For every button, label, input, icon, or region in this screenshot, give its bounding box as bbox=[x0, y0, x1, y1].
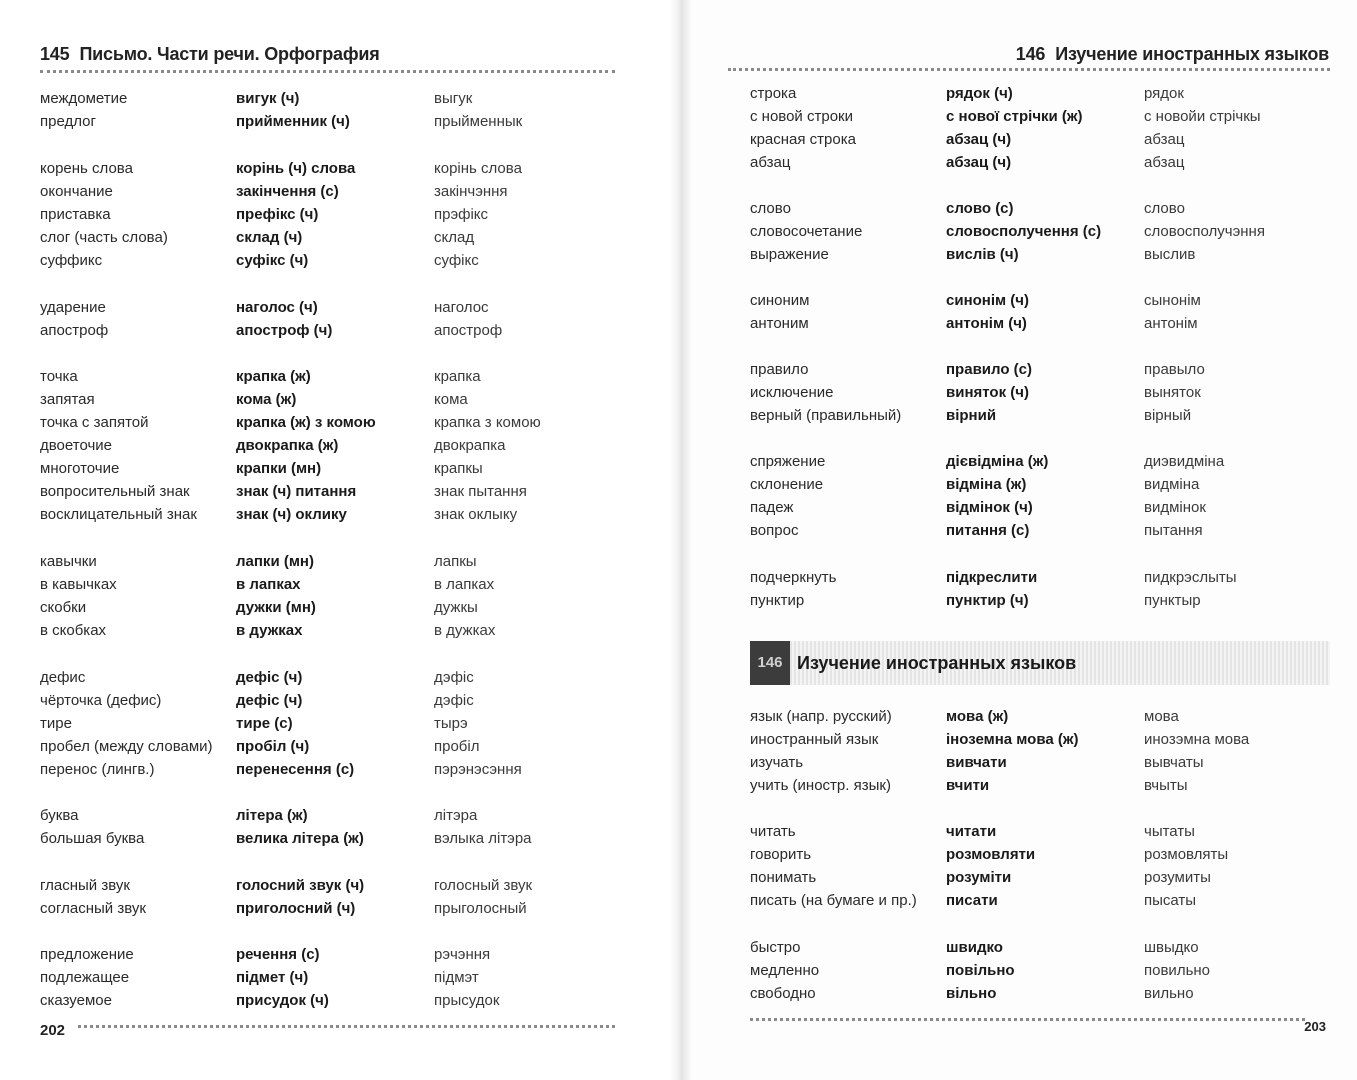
russian-term: в скобках bbox=[40, 622, 107, 639]
russian-term: склонение bbox=[750, 476, 824, 493]
ukrainian-term: відмінок (ч) bbox=[946, 499, 1033, 516]
russian-term: приставка bbox=[40, 206, 111, 223]
page-number: 203 bbox=[1304, 1019, 1326, 1034]
russian-term: читать bbox=[750, 823, 796, 840]
entry-row bbox=[750, 843, 1330, 866]
transliteration: пунктыр bbox=[1144, 592, 1201, 609]
entry-row bbox=[750, 82, 1330, 105]
entry-row bbox=[40, 827, 620, 850]
ukrainian-term: закінчення (с) bbox=[236, 183, 339, 200]
entry-row bbox=[40, 712, 620, 735]
ukrainian-term: голосний звук (ч) bbox=[236, 877, 365, 894]
russian-term: иностранный язык bbox=[750, 731, 879, 748]
ukrainian-term: підкреслити bbox=[946, 569, 1038, 586]
entry-row bbox=[750, 866, 1330, 889]
entry-row bbox=[40, 249, 620, 272]
ukrainian-term: дефіс (ч) bbox=[236, 692, 303, 709]
entry-row bbox=[40, 666, 620, 689]
transliteration: прысудок bbox=[434, 992, 500, 1009]
entry-row bbox=[750, 105, 1330, 128]
ukrainian-term: синонім (ч) bbox=[946, 292, 1029, 309]
word-group bbox=[40, 874, 620, 920]
ukrainian-term: вчити bbox=[946, 777, 990, 794]
ukrainian-term: вільно bbox=[946, 985, 997, 1002]
transliteration: антонім bbox=[1144, 315, 1198, 332]
transliteration: підмэт bbox=[434, 969, 479, 986]
word-group bbox=[750, 705, 1330, 797]
transliteration: инозэмна мова bbox=[1144, 731, 1250, 748]
russian-term: буква bbox=[40, 807, 79, 824]
word-group bbox=[750, 289, 1330, 335]
entry-row bbox=[40, 457, 620, 480]
entry-row bbox=[40, 296, 620, 319]
entry-row bbox=[40, 87, 620, 110]
transliteration: вчыты bbox=[1144, 777, 1188, 794]
russian-term: вопросительный знак bbox=[40, 483, 190, 500]
ukrainian-term: пунктир (ч) bbox=[946, 592, 1029, 609]
ukrainian-term: в дужках bbox=[236, 622, 303, 639]
transliteration: вильно bbox=[1144, 985, 1194, 1002]
transliteration: прыйменнык bbox=[434, 113, 523, 130]
transliteration: голосный звук bbox=[434, 877, 533, 894]
ukrainian-term: вигук (ч) bbox=[236, 90, 300, 107]
russian-term: словосочетание bbox=[750, 223, 863, 240]
russian-term: запятая bbox=[40, 391, 95, 408]
transliteration: крапка bbox=[434, 368, 481, 385]
entry-row bbox=[40, 689, 620, 712]
russian-term: учить (иностр. язык) bbox=[750, 777, 891, 794]
entry-row bbox=[750, 936, 1330, 959]
transliteration: швыдко bbox=[1144, 939, 1199, 956]
russian-term: гласный звук bbox=[40, 877, 130, 894]
entry-row bbox=[750, 889, 1330, 912]
entry-row bbox=[40, 758, 620, 781]
ukrainian-term: літера (ж) bbox=[236, 807, 308, 824]
word-group bbox=[40, 296, 620, 342]
russian-term: язык (напр. русский) bbox=[750, 708, 892, 725]
transliteration: с новойи стрічкы bbox=[1144, 108, 1261, 125]
transliteration: літэра bbox=[434, 807, 478, 824]
ukrainian-term: виняток (ч) bbox=[946, 384, 1029, 401]
ukrainian-term: вислів (ч) bbox=[946, 246, 1019, 263]
russian-term: восклицательный знак bbox=[40, 506, 197, 523]
ukrainian-term: розуміти bbox=[946, 869, 1012, 886]
transliteration: выслив bbox=[1144, 246, 1196, 263]
ukrainian-term: префікс (ч) bbox=[236, 206, 319, 223]
entry-row bbox=[40, 619, 620, 642]
transliteration: словосполучэння bbox=[1144, 223, 1265, 240]
russian-term: выражение bbox=[750, 246, 829, 263]
entry-row bbox=[750, 705, 1330, 728]
entry-row bbox=[40, 157, 620, 180]
entry-row bbox=[40, 989, 620, 1012]
ukrainian-term: питання (с) bbox=[946, 522, 1030, 539]
transliteration: выгук bbox=[434, 90, 473, 107]
word-group bbox=[750, 820, 1330, 912]
transliteration: двокрапка bbox=[434, 437, 506, 454]
transliteration: вывчаты bbox=[1144, 754, 1204, 771]
ukrainian-term: знак (ч) питання bbox=[236, 483, 357, 500]
page-number: 202 bbox=[40, 1022, 66, 1039]
ukrainian-term: дієвідміна (ж) bbox=[946, 453, 1049, 470]
word-group bbox=[750, 358, 1330, 427]
russian-term: синоним bbox=[750, 292, 810, 309]
entry-row bbox=[750, 959, 1330, 982]
russian-term: понимать bbox=[750, 869, 817, 886]
russian-term: точка bbox=[40, 368, 78, 385]
word-group bbox=[750, 450, 1330, 542]
russian-term: вопрос bbox=[750, 522, 799, 539]
transliteration: крапкы bbox=[434, 460, 483, 477]
word-group bbox=[750, 197, 1330, 266]
russian-term: падеж bbox=[750, 499, 794, 516]
russian-term: скобки bbox=[40, 599, 87, 616]
entry-row bbox=[750, 312, 1330, 335]
entry-row bbox=[750, 473, 1330, 496]
transliteration: пробіл bbox=[434, 738, 480, 755]
transliteration: дужкы bbox=[434, 599, 478, 616]
russian-term: слог (часть слова) bbox=[40, 229, 168, 246]
russian-term: ударение bbox=[40, 299, 106, 316]
transliteration: выняток bbox=[1144, 384, 1201, 401]
russian-term: точка с запятой bbox=[40, 414, 149, 431]
entry-row bbox=[750, 381, 1330, 404]
entry-row bbox=[40, 596, 620, 619]
entry-row bbox=[40, 388, 620, 411]
topic-number: 145 bbox=[40, 44, 70, 64]
russian-term: предлог bbox=[40, 113, 96, 130]
entry-row bbox=[750, 728, 1330, 751]
entry-row bbox=[40, 411, 620, 434]
russian-term: чёрточка (дефис) bbox=[40, 692, 162, 709]
ukrainian-term: вірний bbox=[946, 407, 997, 424]
ukrainian-term: в лапках bbox=[236, 576, 301, 593]
entry-row bbox=[750, 358, 1330, 381]
ukrainian-term: корінь (ч) слова bbox=[236, 160, 356, 177]
transliteration: апостроф bbox=[434, 322, 503, 339]
russian-term: большая буква bbox=[40, 830, 145, 847]
ukrainian-term: словосполучення (с) bbox=[946, 223, 1102, 240]
running-head bbox=[40, 44, 380, 68]
transliteration: розумиты bbox=[1144, 869, 1211, 886]
ukrainian-term: антонім (ч) bbox=[946, 315, 1027, 332]
transliteration: лапкы bbox=[434, 553, 477, 570]
ukrainian-term: слово (с) bbox=[946, 200, 1014, 217]
russian-term: подчеркнуть bbox=[750, 569, 837, 586]
russian-term: двоеточие bbox=[40, 437, 112, 454]
entry-row bbox=[40, 110, 620, 133]
ukrainian-term: швидко bbox=[946, 939, 1003, 956]
russian-term: междометие bbox=[40, 90, 128, 107]
ukrainian-term: повільно bbox=[946, 962, 1015, 979]
transliteration: склад bbox=[434, 229, 475, 246]
ukrainian-term: с нової стрічки (ж) bbox=[946, 108, 1083, 125]
ukrainian-term: пробіл (ч) bbox=[236, 738, 310, 755]
transliteration: в дужках bbox=[434, 622, 496, 639]
russian-term: сказуемое bbox=[40, 992, 112, 1009]
ukrainian-term: іноземна мова (ж) bbox=[946, 731, 1079, 748]
transliteration: дэфіс bbox=[434, 669, 474, 686]
header-rule bbox=[728, 68, 1330, 71]
transliteration: повильно bbox=[1144, 962, 1211, 979]
russian-term: писать (на бумаге и пр.) bbox=[750, 892, 917, 909]
russian-term: апостроф bbox=[40, 322, 109, 339]
word-group bbox=[40, 943, 620, 1012]
transliteration: пысаты bbox=[1144, 892, 1197, 909]
ukrainian-term: наголос (ч) bbox=[236, 299, 318, 316]
transliteration: пидкрэслыты bbox=[1144, 569, 1237, 586]
russian-term: строка bbox=[750, 85, 797, 102]
book-spine-shadow bbox=[670, 0, 692, 1080]
footer-rule bbox=[750, 1018, 1305, 1021]
word-group bbox=[40, 365, 620, 526]
russian-term: пробел (между словами) bbox=[40, 738, 213, 755]
transliteration: суфікс bbox=[434, 252, 479, 269]
entry-row bbox=[40, 480, 620, 503]
entry-row bbox=[40, 226, 620, 249]
transliteration: наголос bbox=[434, 299, 489, 316]
entry-row bbox=[40, 735, 620, 758]
transliteration: диэвидміна bbox=[1144, 453, 1225, 470]
word-group bbox=[40, 550, 620, 642]
ukrainian-term: апостроф (ч) bbox=[236, 322, 333, 339]
ukrainian-term: речення (с) bbox=[236, 946, 320, 963]
entry-row bbox=[750, 751, 1330, 774]
entry-row bbox=[750, 197, 1330, 220]
russian-term: быстро bbox=[750, 939, 801, 956]
entry-row bbox=[40, 203, 620, 226]
ukrainian-term: розмовляти bbox=[946, 846, 1036, 863]
left-page bbox=[0, 0, 678, 1080]
transliteration: видміна bbox=[1144, 476, 1200, 493]
transliteration: слово bbox=[1144, 200, 1185, 217]
ukrainian-term: крапка (ж) bbox=[236, 368, 311, 385]
entry-row bbox=[750, 589, 1330, 612]
transliteration: прэфікс bbox=[434, 206, 489, 223]
transliteration: розмовляты bbox=[1144, 846, 1229, 863]
word-group bbox=[750, 82, 1330, 174]
russian-term: в кавычках bbox=[40, 576, 117, 593]
ukrainian-term: вивчати bbox=[946, 754, 1007, 771]
topic-number: 146 bbox=[1015, 44, 1046, 64]
word-group bbox=[40, 666, 620, 781]
russian-term: красная строка bbox=[750, 131, 856, 148]
russian-term: свободно bbox=[750, 985, 816, 1002]
ukrainian-term: дужки (мн) bbox=[236, 599, 316, 616]
transliteration: кома bbox=[434, 391, 468, 408]
ukrainian-term: мова (ж) bbox=[946, 708, 1009, 725]
transliteration: закінчэння bbox=[434, 183, 508, 200]
entry-row bbox=[40, 897, 620, 920]
russian-term: пунктир bbox=[750, 592, 805, 609]
entry-row bbox=[750, 289, 1330, 312]
russian-term: антоним bbox=[750, 315, 809, 332]
word-group bbox=[40, 804, 620, 850]
transliteration: абзац bbox=[1144, 154, 1185, 171]
russian-term: многоточие bbox=[40, 460, 120, 477]
transliteration: рэчэння bbox=[434, 946, 491, 963]
russian-term: окончание bbox=[40, 183, 113, 200]
ukrainian-term: велика літера (ж) bbox=[236, 830, 364, 847]
russian-term: верный (правильный) bbox=[750, 407, 902, 424]
entry-row bbox=[750, 566, 1330, 589]
transliteration: видмінок bbox=[1144, 499, 1206, 516]
entry-row bbox=[40, 365, 620, 388]
russian-term: правило bbox=[750, 361, 809, 378]
transliteration: дэфіс bbox=[434, 692, 474, 709]
entry-row bbox=[750, 450, 1330, 473]
word-group bbox=[750, 566, 1330, 612]
russian-term: изучать bbox=[750, 754, 804, 771]
russian-term: предложение bbox=[40, 946, 134, 963]
footer-rule bbox=[78, 1025, 615, 1028]
ukrainian-term: крапка (ж) з комою bbox=[236, 414, 376, 431]
entry-row bbox=[750, 128, 1330, 151]
entry-row bbox=[40, 874, 620, 897]
transliteration: вірный bbox=[1144, 407, 1192, 424]
russian-term: перенос (лингв.) bbox=[40, 761, 155, 778]
russian-term: корень слова bbox=[40, 160, 133, 177]
entry-row bbox=[40, 966, 620, 989]
transliteration: сынонім bbox=[1144, 292, 1201, 309]
russian-term: медленно bbox=[750, 962, 820, 979]
russian-term: кавычки bbox=[40, 553, 97, 570]
ukrainian-term: писати bbox=[946, 892, 998, 909]
entry-row bbox=[40, 503, 620, 526]
word-group bbox=[750, 936, 1330, 1005]
section-title: Изучение иностранных языков bbox=[797, 653, 1077, 673]
ukrainian-term: абзац (ч) bbox=[946, 131, 1012, 148]
ukrainian-term: кома (ж) bbox=[236, 391, 297, 408]
russian-term: абзац bbox=[750, 154, 791, 171]
ukrainian-term: перенесення (с) bbox=[236, 761, 355, 778]
transliteration: знак оклыку bbox=[434, 506, 518, 523]
transliteration: вэлыка літэра bbox=[434, 830, 532, 847]
transliteration: крапка з комою bbox=[434, 414, 541, 431]
ukrainian-term: тире (с) bbox=[236, 715, 293, 732]
transliteration: мова bbox=[1144, 708, 1179, 725]
ukrainian-term: дефіс (ч) bbox=[236, 669, 303, 686]
topic-title: Изучение иностранных языков bbox=[1055, 44, 1329, 64]
ukrainian-term: прийменник (ч) bbox=[236, 113, 350, 130]
section-heading bbox=[750, 641, 1330, 685]
ukrainian-term: двокрапка (ж) bbox=[236, 437, 339, 454]
ukrainian-term: крапки (мн) bbox=[236, 460, 322, 477]
entry-row bbox=[750, 151, 1330, 174]
ukrainian-term: читати bbox=[946, 823, 997, 840]
word-group bbox=[40, 157, 620, 272]
transliteration: пытання bbox=[1144, 522, 1203, 539]
ukrainian-term: рядок (ч) bbox=[946, 85, 1013, 102]
entry-row bbox=[40, 180, 620, 203]
russian-term: исключение bbox=[750, 384, 834, 401]
transliteration: корінь слова bbox=[434, 160, 522, 177]
topic-title: Письмо. Части речи. Орфография bbox=[79, 44, 380, 64]
section-number-badge: 146 bbox=[750, 641, 790, 685]
entry-row bbox=[750, 774, 1330, 797]
ukrainian-term: відміна (ж) bbox=[946, 476, 1027, 493]
entry-row bbox=[40, 550, 620, 573]
entry-row bbox=[750, 220, 1330, 243]
right-page bbox=[678, 0, 1357, 1080]
russian-term: суффикс bbox=[40, 252, 103, 269]
entry-row bbox=[750, 243, 1330, 266]
entry-row bbox=[750, 982, 1330, 1005]
ukrainian-term: абзац (ч) bbox=[946, 154, 1012, 171]
ukrainian-term: знак (ч) оклику bbox=[236, 506, 347, 523]
running-head bbox=[1016, 44, 1329, 68]
russian-term: спряжение bbox=[750, 453, 826, 470]
entry-row bbox=[750, 519, 1330, 542]
entry-row bbox=[40, 943, 620, 966]
transliteration: рядок bbox=[1144, 85, 1184, 102]
ukrainian-term: лапки (мн) bbox=[236, 553, 314, 570]
transliteration: тырэ bbox=[434, 715, 468, 732]
word-group bbox=[40, 87, 620, 133]
transliteration: знак пытання bbox=[434, 483, 527, 500]
transliteration: пэрэнэсэння bbox=[434, 761, 522, 778]
transliteration: в лапках bbox=[434, 576, 495, 593]
russian-term: тире bbox=[40, 715, 72, 732]
entry-row bbox=[750, 404, 1330, 427]
ukrainian-term: правило (с) bbox=[946, 361, 1033, 378]
entry-row bbox=[40, 804, 620, 827]
transliteration: абзац bbox=[1144, 131, 1185, 148]
russian-term: слово bbox=[750, 200, 791, 217]
russian-term: с новой строки bbox=[750, 108, 853, 125]
transliteration: прыголосный bbox=[434, 900, 527, 917]
entry-row bbox=[40, 434, 620, 457]
russian-term: согласный звук bbox=[40, 900, 146, 917]
ukrainian-term: склад (ч) bbox=[236, 229, 303, 246]
entry-row bbox=[40, 573, 620, 596]
transliteration: чытаты bbox=[1144, 823, 1195, 840]
entry-row bbox=[750, 820, 1330, 843]
russian-term: подлежащее bbox=[40, 969, 130, 986]
ukrainian-term: приголосний (ч) bbox=[236, 900, 356, 917]
transliteration: правыло bbox=[1144, 361, 1205, 378]
ukrainian-term: суфікс (ч) bbox=[236, 252, 309, 269]
entry-row bbox=[40, 319, 620, 342]
ukrainian-term: присудок (ч) bbox=[236, 992, 329, 1009]
russian-term: говорить bbox=[750, 846, 812, 863]
entry-row bbox=[750, 496, 1330, 519]
ukrainian-term: підмет (ч) bbox=[236, 969, 309, 986]
russian-term: дефис bbox=[40, 669, 86, 686]
header-rule bbox=[40, 70, 615, 73]
